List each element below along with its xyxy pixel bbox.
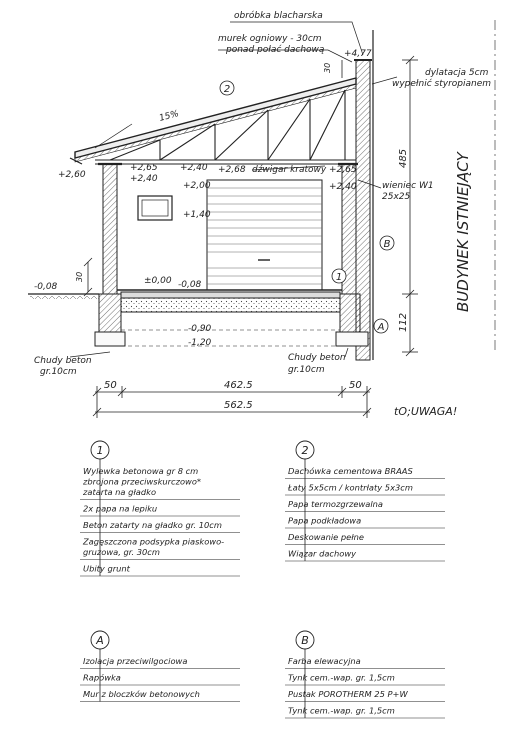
legend-B: [285, 631, 445, 718]
firewall-label-2: ponad połać dachową: [226, 45, 325, 55]
level-ground-in: -0,08: [178, 280, 202, 290]
legend-item-text: Dachówka cementowa BRAAS: [288, 466, 413, 476]
marker-1: 1: [335, 272, 343, 283]
level-window-bottom: +1,40: [183, 210, 211, 220]
legend-1: [80, 441, 240, 576]
level-eave-left: +2,60: [58, 170, 86, 180]
left-wall: [103, 164, 117, 294]
legends: [80, 441, 445, 718]
legend-item-text: Tynk cem.-wap. gr. 1,5cm: [288, 705, 395, 716]
flashing-label: obróbka blacharska: [234, 11, 323, 21]
level-l240: +2,40: [130, 174, 158, 184]
legend-item-text: Rapówka: [83, 672, 121, 683]
dim-right: 50: [349, 380, 362, 391]
legend-item-text: Papa termozgrzewalna: [288, 499, 384, 509]
right-footing: [336, 332, 368, 346]
lean-left-2: gr.10cm: [40, 367, 77, 377]
dilation-label-2: wypełnić styropianem: [392, 79, 492, 89]
floor-slab: [121, 292, 340, 298]
marker-B: B: [383, 239, 391, 250]
firewall-label-1: murek ogniowy - 30cm: [218, 34, 322, 44]
dim-left: 50: [104, 380, 117, 391]
dim-firewall: 30: [323, 62, 332, 73]
legend-item-text: Farba elewacyjna: [288, 656, 361, 666]
level-mid268: +2,68: [218, 165, 246, 175]
legend-marker-label: 2: [301, 444, 309, 457]
legend-item-text: Wiązar dachowy: [288, 548, 357, 559]
lean-left-1: Chudy beton: [34, 356, 92, 366]
legend-A: [80, 631, 240, 702]
legend-item-text: Beton zatarty na gładko gr. 10cm: [83, 520, 222, 530]
legend-item-text: Łaty 5x5cm / kontrłaty 5x3cm: [288, 482, 413, 493]
legend-item-text: zatarta na gładko: [83, 487, 157, 497]
legend-item-text: 2x papa na lepiku: [83, 503, 158, 514]
lean-right-2: gr.10cm: [288, 365, 325, 375]
window: [138, 196, 172, 220]
level-found-bottom: -1,20: [188, 338, 212, 348]
legend-item-text: Wylewka betonowa gr 8 cm: [83, 466, 199, 476]
dim-plinth: 30: [75, 271, 84, 282]
lean-right-1: Chudy beton: [288, 353, 346, 363]
garage-door: [207, 180, 322, 290]
level-top: +4,77: [344, 49, 372, 59]
level-floor: ±0,00: [144, 276, 172, 286]
level-door-top: +2,00: [183, 181, 211, 191]
legend-item-text: Ubity grunt: [83, 563, 130, 574]
dim-total: 562.5: [224, 400, 253, 411]
level-r265: +2,65: [329, 165, 357, 175]
dilation-label-1: dylatacja 5cm: [425, 68, 489, 78]
left-footing: [95, 332, 125, 346]
legend-item-text: Mur z bloczków betonowych: [83, 689, 200, 699]
legend-item-text: Zagęszczona podsypka piaskowo-: [83, 536, 225, 547]
dim-inner: 462.5: [224, 380, 253, 391]
legend-marker-label: 1: [96, 444, 104, 457]
roof-truss: [95, 90, 356, 164]
floor-subbase: [121, 298, 340, 312]
ring-beam-label-1: wieniec W1: [382, 181, 434, 191]
level-mid240: +2,40: [180, 163, 208, 173]
level-ground-out: -0,08: [34, 282, 58, 292]
legend-item-text: gruzowa, gr. 30cm: [83, 547, 160, 557]
legend-item-text: Papa podkładowa: [288, 515, 362, 526]
truss-label: dźwigar kratowy: [252, 165, 327, 175]
dim-height-lower: 112: [398, 312, 409, 332]
right-foundation: [340, 294, 360, 332]
legend-marker-label: A: [96, 634, 104, 647]
marker-2: 2: [223, 84, 231, 95]
level-l265: +2,65: [130, 163, 158, 173]
note-label: tO;UWAGA!: [394, 405, 458, 418]
ring-beam-label-2: 25x25: [382, 192, 411, 202]
legend-item-text: Izolacja przeciwilgociowa: [83, 656, 188, 666]
existing-building-label: BUDYNEK ISTNIEJĄCY: [454, 152, 472, 312]
left-foundation: [99, 294, 121, 332]
legend-item-text: zbrojona przeciwskurczowo*: [83, 476, 202, 487]
dim-height-upper: 485: [398, 148, 409, 168]
slope-label: 15%: [158, 109, 181, 124]
legend-2: [285, 441, 445, 561]
legend-item-text: Pustak POROTHERM 25 P+W: [288, 689, 408, 699]
level-found-top: -0,90: [188, 324, 212, 334]
level-r240: +2,40: [329, 182, 357, 192]
legend-item-text: Tynk cem.-wap. gr. 1,5cm: [288, 672, 395, 683]
marker-A: A: [377, 322, 385, 333]
legend-marker-label: B: [301, 634, 309, 647]
legend-item-text: Deskowanie pełne: [288, 532, 364, 542]
